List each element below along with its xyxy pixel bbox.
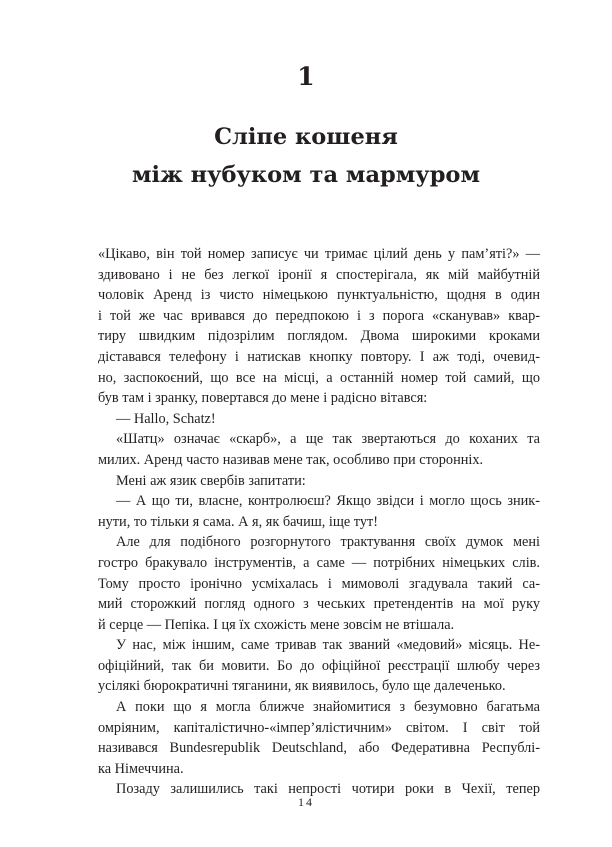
text-line: милих. Аренд часто називав мене так, особливо при сторонніх. <box>98 451 484 468</box>
text-line: діставався телефону і натискав кнопку повтору. І аж тоді, очевид- <box>98 348 540 365</box>
text-line: мий сторожкий погляд одного з чеських претендентів на мої руку <box>98 596 540 613</box>
text-line: й серце — Пепіка. І ця їх схожість мене зовсім не втішала. <box>98 616 455 633</box>
text-line: омріяним, капіталістично-«імпер’ялістичним» світом. І світ той <box>98 719 540 736</box>
text-line: здивовано і не без легкої іронії я спостерігала, як мій майбутній <box>98 266 540 283</box>
text-line: У нас, між іншим, саме тривав так званий «медовий» місяць. Не- <box>116 637 540 654</box>
page-number: 14 <box>298 795 314 809</box>
text-line: — А що ти, власне, контролюєш? Якщо звідси і могло щось зник- <box>116 493 540 510</box>
text-line: ка Німеччина. <box>98 760 184 777</box>
text-line: А поки що я могла ближче знайомитися з безумовно багатьма <box>116 699 540 716</box>
text-line: Але для подібного розгорнутого трактування своїх думок мені <box>116 534 540 551</box>
chapter-number: 1 <box>297 62 315 91</box>
chapter-title <box>0 118 612 194</box>
text-line: називався Bundesrepublik Deutschland, або Федеративна Республі- <box>98 740 540 757</box>
text-line: — Hallo, Schatz! <box>116 410 216 427</box>
text-line: чоловік Аренд із чисто німецькою пунктуальністю, щодня в один <box>98 287 540 304</box>
text-line: но, заспокоєний, що все на місці, а останній номер той самий, що <box>98 369 540 386</box>
text-line: Позаду залишились такі непрості чотири роки в Чехії, тепер <box>116 781 540 798</box>
text-line: і той же час вривався до передпокою і з порога «сканував» квар- <box>98 307 540 324</box>
text-line: «Шатц» означає «скарб», а ще так звертаються до коханих та <box>116 431 540 448</box>
body-text <box>98 244 540 800</box>
text-line: нути, то тільки я сама. А я, як бачиш, іще тут! <box>98 513 379 530</box>
text-line: усілякі бюрократичні тяганини, як виявилось, було ще далеченько. <box>98 678 506 695</box>
text-line: «Цікаво, він той номер записує чи тримає цілий день у пам’яті?» — <box>98 246 540 262</box>
text-line: Мені аж язик свербів запитати: <box>116 472 306 489</box>
text-line: офіційний, так би мовити. Бо до офіційної реєстрації шлюбу через <box>98 657 540 674</box>
text-line: тиру швидким підозрілим поглядом. Двома широкими кроками <box>98 328 540 345</box>
chapter-title-line: між нубуком та мармуром <box>131 162 480 188</box>
text-line: Тому просто іронічно усміхалась і мимоволі згадувала такий са- <box>98 575 540 592</box>
text-line: був там і зранку, повертався до мене і радісно вітався: <box>98 390 428 407</box>
text-line: гостро бракувало інструментів, а саме — потрібних німецьких слів. <box>98 554 540 571</box>
chapter-title-line: Сліпе кошеня <box>214 124 398 150</box>
